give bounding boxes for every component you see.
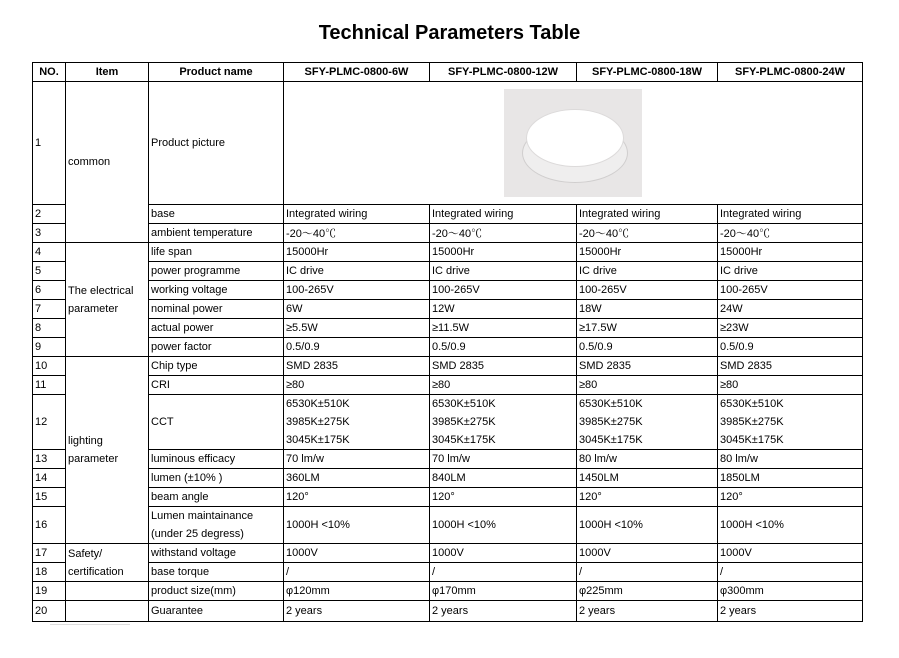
value-cell: 80 lm/w	[577, 450, 718, 469]
row-number: 8	[33, 319, 66, 338]
group-electrical-line2: parameter	[68, 302, 119, 315]
row-number: 3	[33, 224, 66, 243]
value-cell: φ170mm	[430, 582, 577, 601]
round-panel-light-photo	[504, 89, 642, 197]
product-picture-cell	[284, 82, 863, 205]
table-row	[33, 357, 863, 376]
value-cell: 100-265V	[284, 281, 430, 300]
table-row	[33, 507, 863, 544]
table-row	[33, 82, 863, 205]
value-cell: 1450LM	[577, 469, 718, 488]
value-cell: 100-265V	[718, 281, 863, 300]
value-cell: 0.5/0.9	[718, 338, 863, 357]
row-number: 15	[33, 488, 66, 507]
value-cell: 15000Hr	[284, 243, 430, 262]
table-row	[33, 450, 863, 469]
value-cell: ≥5.5W	[284, 319, 430, 338]
cct-value: 3045K±175K	[432, 434, 496, 446]
table-row	[33, 582, 863, 601]
value-cell: /	[284, 563, 430, 582]
value-cell: ≥80	[430, 376, 577, 395]
page-title: Technical Parameters Table	[318, 22, 581, 44]
row-label: CRI	[149, 376, 284, 395]
value-cell: IC drive	[718, 262, 863, 281]
value-cell: 2 years	[577, 601, 718, 622]
row-number: 5	[33, 262, 66, 281]
table-row	[33, 243, 863, 262]
row-label: CCT	[149, 395, 284, 450]
value-cell: 1000H <10%	[718, 507, 863, 544]
value-cell: Integrated wiring	[430, 205, 577, 224]
row-label: actual power	[149, 319, 284, 338]
value-cell	[718, 395, 863, 450]
table-row	[33, 376, 863, 395]
cct-value: 6530K±510K	[579, 398, 643, 410]
cct-value: 6530K±510K	[720, 398, 784, 410]
value-cell: 70 lm/w	[284, 450, 430, 469]
cct-value: 3985K±275K	[579, 416, 643, 428]
row-label: luminous efficacy	[149, 450, 284, 469]
value-cell: /	[577, 563, 718, 582]
group-safety	[66, 544, 149, 582]
row-number: 14	[33, 469, 66, 488]
value-cell: 120°	[718, 488, 863, 507]
cct-value: 6530K±510K	[432, 398, 496, 410]
value-cell: SMD 2835	[430, 357, 577, 376]
value-cell: 1000V	[718, 544, 863, 563]
value-cell: ≥17.5W	[577, 319, 718, 338]
row-number: 6	[33, 281, 66, 300]
cct-value: 3985K±275K	[720, 416, 784, 428]
table-row	[33, 395, 863, 450]
cct-value: 3045K±175K	[579, 434, 643, 446]
row-number: 12	[33, 395, 66, 450]
table-row	[33, 544, 863, 563]
row-label	[149, 507, 284, 544]
header-model-18w: SFY-PLMC-0800-18W	[577, 63, 718, 82]
value-cell: 0.5/0.9	[577, 338, 718, 357]
value-cell: -20～40℃	[430, 224, 577, 243]
parameters-table	[32, 62, 863, 622]
cct-value: 6530K±510K	[286, 398, 350, 410]
row-label: life span	[149, 243, 284, 262]
group-safety-line2: certification	[68, 565, 124, 578]
row-label: base torque	[149, 563, 284, 582]
value-cell: SMD 2835	[284, 357, 430, 376]
value-cell: 2 years	[718, 601, 863, 622]
row-number: 16	[33, 507, 66, 544]
value-cell: 1850LM	[718, 469, 863, 488]
row-label: product size(mm)	[149, 582, 284, 601]
group-electrical	[66, 243, 149, 357]
value-cell: 1000H <10%	[577, 507, 718, 544]
group-lighting	[66, 357, 149, 544]
row-number: 11	[33, 376, 66, 395]
value-cell: SMD 2835	[718, 357, 863, 376]
value-cell: 100-265V	[430, 281, 577, 300]
value-cell	[430, 395, 577, 450]
header-product-name: Product name	[149, 63, 284, 82]
value-cell: 18W	[577, 300, 718, 319]
row-number: 19	[33, 582, 66, 601]
group-common: common	[66, 82, 149, 243]
row-number: 9	[33, 338, 66, 357]
row-label: Chip type	[149, 357, 284, 376]
row-number: 18	[33, 563, 66, 582]
cct-value: 3985K±275K	[432, 416, 496, 428]
header-model-6w: SFY-PLMC-0800-6W	[284, 63, 430, 82]
row-label-line1: Lumen maintainance	[151, 510, 254, 522]
group-electrical-line1: The electrical	[68, 284, 134, 297]
row-label-line2: (under 25 degress)	[151, 528, 244, 540]
value-cell: IC drive	[284, 262, 430, 281]
group-lighting-line1: lighting	[68, 435, 103, 447]
value-cell: 6W	[284, 300, 430, 319]
value-cell: 24W	[718, 300, 863, 319]
cct-value: 3045K±175K	[720, 434, 784, 446]
value-cell: 80 lm/w	[718, 450, 863, 469]
value-cell: 70 lm/w	[430, 450, 577, 469]
row-label: power factor	[149, 338, 284, 357]
header-model-24w: SFY-PLMC-0800-24W	[718, 63, 863, 82]
value-cell: 0.5/0.9	[284, 338, 430, 357]
table-row	[33, 469, 863, 488]
value-cell: 15000Hr	[430, 243, 577, 262]
value-cell: φ300mm	[718, 582, 863, 601]
value-cell: Integrated wiring	[577, 205, 718, 224]
row-number: 1	[33, 82, 66, 205]
value-cell: SMD 2835	[577, 357, 718, 376]
table-row	[33, 224, 863, 243]
table-row	[33, 262, 863, 281]
row-label: lumen (±10% )	[149, 469, 284, 488]
row-label: nominal power	[149, 300, 284, 319]
cct-value: 3045K±175K	[286, 434, 350, 446]
value-cell: IC drive	[577, 262, 718, 281]
value-cell: ≥80	[284, 376, 430, 395]
value-cell: 1000V	[430, 544, 577, 563]
value-cell: 120°	[430, 488, 577, 507]
value-cell: 1000H <10%	[430, 507, 577, 544]
value-cell: 100-265V	[577, 281, 718, 300]
value-cell: -20～40℃	[577, 224, 718, 243]
header-model-12w: SFY-PLMC-0800-12W	[430, 63, 577, 82]
header-row	[33, 63, 863, 82]
row-label: Product picture	[149, 82, 284, 205]
value-cell: 2 years	[284, 601, 430, 622]
row-label: power programme	[149, 262, 284, 281]
value-cell: ≥80	[718, 376, 863, 395]
value-cell: /	[430, 563, 577, 582]
row-number: 17	[33, 544, 66, 563]
value-cell: 1000V	[577, 544, 718, 563]
value-cell: 360LM	[284, 469, 430, 488]
value-cell: φ120mm	[284, 582, 430, 601]
row-label: beam angle	[149, 488, 284, 507]
row-number: 2	[33, 205, 66, 224]
value-cell: Integrated wiring	[718, 205, 863, 224]
row-label: base	[149, 205, 284, 224]
value-cell: φ225mm	[577, 582, 718, 601]
row-number: 13	[33, 450, 66, 469]
row-label: ambient temperature	[149, 224, 284, 243]
group-safety-line1: Safety/	[68, 547, 103, 560]
value-cell: ≥11.5W	[430, 319, 577, 338]
value-cell: 0.5/0.9	[430, 338, 577, 357]
value-cell: ≥80	[577, 376, 718, 395]
value-cell: 15000Hr	[577, 243, 718, 262]
row-number: 10	[33, 357, 66, 376]
table-row	[33, 488, 863, 507]
group-empty	[66, 601, 149, 622]
table-row	[33, 563, 863, 582]
value-cell: Integrated wiring	[284, 205, 430, 224]
header-item: Item	[66, 63, 149, 82]
value-cell	[577, 395, 718, 450]
row-label: working voltage	[149, 281, 284, 300]
value-cell	[284, 395, 430, 450]
value-cell: /	[718, 563, 863, 582]
row-number: 7	[33, 300, 66, 319]
table-row	[33, 319, 863, 338]
value-cell: -20～40℃	[718, 224, 863, 243]
table-row	[33, 601, 863, 622]
header-no: NO.	[33, 63, 66, 82]
value-cell: 120°	[577, 488, 718, 507]
table-row	[33, 300, 863, 319]
row-number: 20	[33, 601, 66, 622]
row-label: Guarantee	[149, 601, 284, 622]
value-cell: 2 years	[430, 601, 577, 622]
group-lighting-line2: parameter	[68, 453, 119, 465]
cct-value: 3985K±275K	[286, 416, 350, 428]
value-cell: 1000V	[284, 544, 430, 563]
table-row	[33, 281, 863, 300]
value-cell: 12W	[430, 300, 577, 319]
table-row	[33, 205, 863, 224]
value-cell: IC drive	[430, 262, 577, 281]
group-empty	[66, 582, 149, 601]
value-cell: -20～40℃	[284, 224, 430, 243]
value-cell: 840LM	[430, 469, 577, 488]
value-cell: ≥23W	[718, 319, 863, 338]
row-number: 4	[33, 243, 66, 262]
value-cell: 120°	[284, 488, 430, 507]
row-label: withstand voltage	[149, 544, 284, 563]
value-cell: 15000Hr	[718, 243, 863, 262]
table-row	[33, 338, 863, 357]
value-cell: 1000H <10%	[284, 507, 430, 544]
divider	[50, 624, 130, 625]
